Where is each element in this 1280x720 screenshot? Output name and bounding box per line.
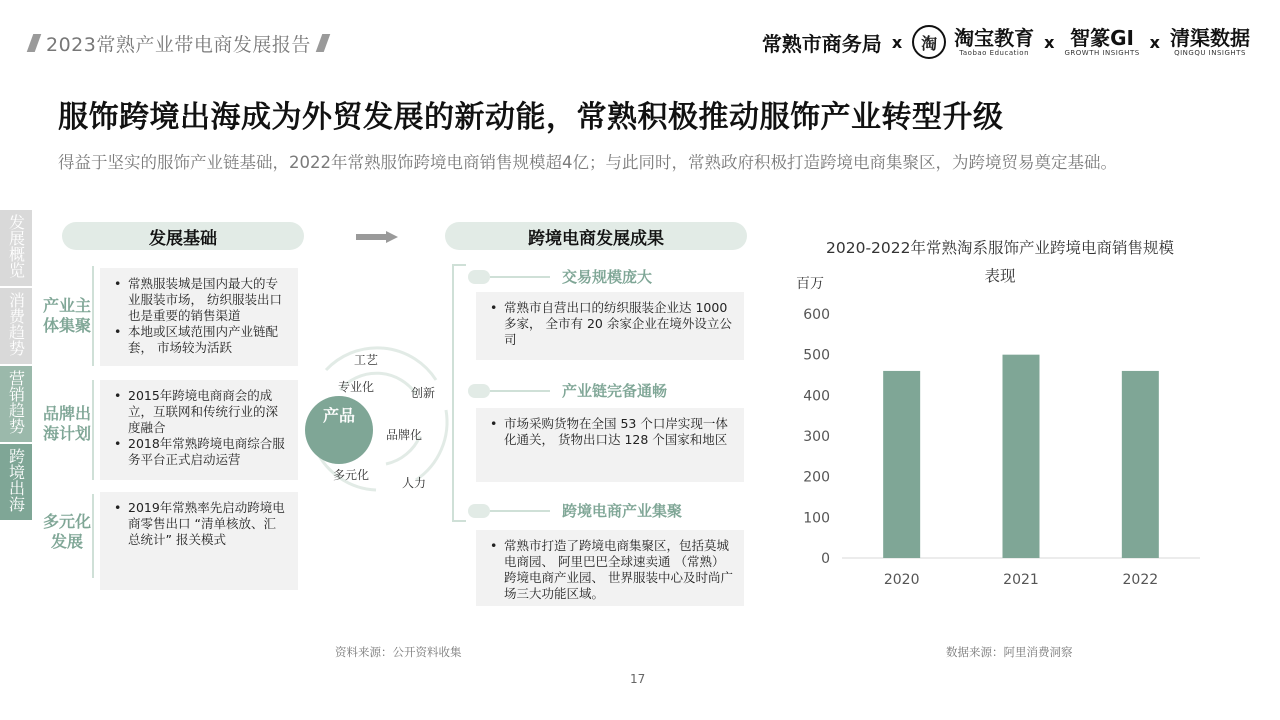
diagram-label: 工艺 <box>354 353 379 367</box>
logo-qingqu: 清渠数据 QINGQU INSIGHTS <box>1170 25 1250 57</box>
result-title: 交易规模庞大 <box>562 268 653 286</box>
diagram-center-label: 产品 <box>322 406 355 425</box>
y-axis-unit-label: 百万 <box>796 276 824 292</box>
bar <box>1003 355 1040 558</box>
list-item: • 常熟市打造了跨境电商集聚区，包括莫城电商园、 阿里巴巴全球速卖通 （常熟） 跨境电商产业园、 世界服装中心及时尚广场三大功能区域。 <box>488 538 734 602</box>
y-tick-label: 200 <box>803 469 830 486</box>
x-tick-label: 2022 <box>1122 572 1159 588</box>
logo-separator: x <box>891 32 903 52</box>
row-divider <box>92 494 94 578</box>
diagram-label: 创新 <box>411 386 436 400</box>
result-dot-icon <box>468 384 490 398</box>
y-tick-label: 300 <box>803 429 830 445</box>
source-note-right: 数据来源：阿里消费洞察 <box>946 645 1073 659</box>
result-title: 产业链完备通畅 <box>562 382 668 400</box>
list-item: • 市场采购货物在全国 53 个口岸实现一体化通关， 货物出口达 128 个国家和地区 <box>488 416 734 448</box>
product-diagram <box>296 340 456 500</box>
diagram-label: 专业化 <box>338 380 375 394</box>
logo-separator: x <box>1044 32 1055 52</box>
taobao-logo-icon: 淘 <box>912 25 946 59</box>
row-divider <box>92 266 94 366</box>
bar <box>883 371 920 558</box>
row-label-industry: 产业主体集聚 <box>42 296 91 335</box>
y-tick-label: 500 <box>803 347 830 364</box>
slash-decoration <box>316 34 331 52</box>
result-dot-icon <box>468 270 490 284</box>
report-tag <box>30 30 327 56</box>
nav-item-cross-border[interactable]: 跨境出海 <box>0 444 32 520</box>
list-item: • 2019年常熟率先启动跨境电商零售出口 “清单核放、汇总统计” 报关模式 <box>112 500 288 548</box>
page-title: 服饰跨境出海成为外贸发展的新动能，常熟积极推动服饰产业转型升级 <box>58 100 1004 135</box>
card-diversified <box>100 492 298 590</box>
x-tick-label: 2020 <box>883 572 920 588</box>
y-tick-label: 400 <box>803 388 830 405</box>
logo-separator: x <box>1149 32 1160 52</box>
page-number: 17 <box>630 672 646 686</box>
bar <box>1122 371 1159 558</box>
report-title: 2023常熟产业带电商发展报告 <box>46 33 311 56</box>
card-industry <box>100 268 298 366</box>
row-label-brand: 品牌出海计划 <box>42 404 91 443</box>
diagram-label: 品牌化 <box>386 428 423 442</box>
right-arrow-icon <box>356 231 398 243</box>
result-connector <box>490 390 550 392</box>
results-bracket <box>452 264 466 522</box>
diagram-label: 多元化 <box>333 468 370 482</box>
y-tick-label: 600 <box>803 307 830 323</box>
result-dot-icon <box>468 504 490 518</box>
logo-commerce-bureau: 常熟市商务局 <box>761 31 882 56</box>
list-item: • 2018年常熟跨境电商综合服务平台正式启动运营 <box>112 436 288 468</box>
slash-decoration <box>27 34 42 52</box>
list-item: • 2015年跨境电商商会的成立，互联网和传统行业的深度融合 <box>112 388 288 436</box>
diagram-label: 人力 <box>402 476 427 490</box>
nav-item-consumption[interactable]: 消费趋势 <box>0 288 32 364</box>
bar-chart <box>780 268 1220 598</box>
nav-item-marketing[interactable]: 营销趋势 <box>0 366 32 442</box>
logo-bar <box>762 24 1250 60</box>
result-card <box>476 530 744 606</box>
result-card <box>476 408 744 482</box>
chart-title: 2020-2022年常熟淘系服饰产业跨境电商销售规模表现 <box>826 239 1174 285</box>
side-nav <box>0 210 32 522</box>
result-card <box>476 292 744 360</box>
y-tick-label: 100 <box>803 510 830 527</box>
result-head <box>468 380 667 401</box>
result-title: 跨境电商产业集聚 <box>562 502 683 520</box>
logo-taobao-education: 淘宝教育 Taobao Education <box>954 25 1035 57</box>
y-tick-label: 0 <box>821 551 830 567</box>
list-item: • 本地或区域范围内产业链配套， 市场较为活跃 <box>112 324 288 356</box>
card-brand <box>100 380 298 480</box>
result-connector <box>490 276 550 278</box>
row-label-diversified: 多元化发展 <box>42 512 91 551</box>
logo-growth-insights: 智篆GI GROWTH INSIGHTS <box>1064 25 1140 57</box>
result-head <box>468 500 682 521</box>
results-pill: 跨境电商发展成果 <box>445 222 747 250</box>
x-tick-label: 2021 <box>1003 572 1039 588</box>
nav-item-overview[interactable]: 发展概览 <box>0 210 32 286</box>
result-connector <box>490 510 550 512</box>
row-divider <box>92 380 94 480</box>
source-note-left: 资料来源：公开资料收集 <box>335 645 462 659</box>
list-item: • 常熟服装城是国内最大的专业服装市场， 纺织服装出口也是重要的销售渠道 <box>112 276 288 324</box>
result-head <box>468 266 652 287</box>
page-subtitle: 得益于坚实的服饰产业链基础，2022年常熟服饰跨境电商销售规模超4亿；与此同时，常熟政府积极打造跨境电商集聚区，为跨境贸易奠定基础。 <box>58 153 1117 172</box>
foundation-pill: 发展基础 <box>62 222 304 250</box>
list-item: • 常熟市自营出口的纺织服装企业达 1000 多家， 全市有 20 余家企业在境外设立公司 <box>488 300 734 348</box>
